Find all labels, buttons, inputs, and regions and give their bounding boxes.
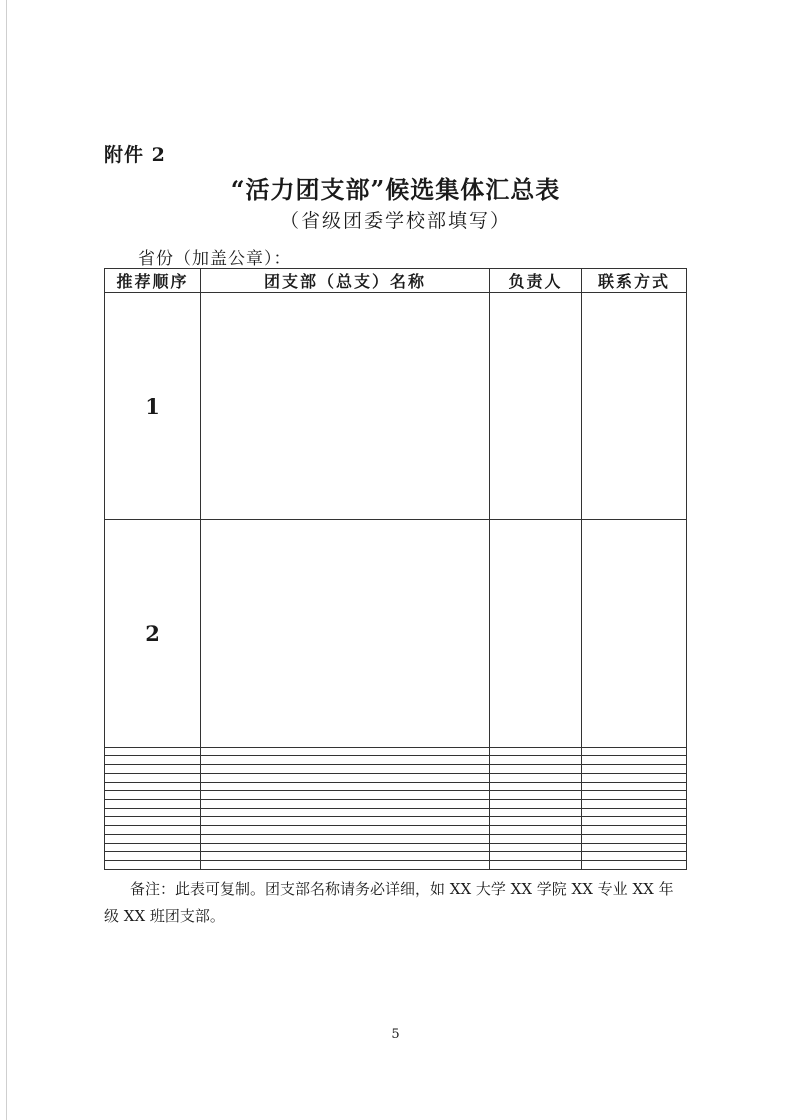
cell-branch-name: [201, 817, 490, 826]
cell-contact: [582, 826, 687, 835]
cell-order: [105, 800, 201, 809]
cell-leader: [490, 817, 582, 826]
table-row: [105, 520, 687, 747]
table-row: [105, 817, 687, 826]
cell-leader: [490, 782, 582, 791]
header-contact: 联系方式: [582, 269, 687, 293]
summary-table: [104, 268, 687, 870]
cell-branch-name: [201, 765, 490, 774]
table-header-row: [105, 269, 687, 293]
cell-contact: [582, 834, 687, 843]
attachment-label: 附件 2: [104, 144, 166, 166]
cell-contact: [582, 817, 687, 826]
header-branch-name: 团支部（总支）名称: [201, 269, 490, 293]
cell-branch-name: [201, 800, 490, 809]
cell-branch-name: [201, 843, 490, 852]
cell-branch-name: [201, 293, 490, 520]
cell-branch-name: [201, 791, 490, 800]
cell-order: [105, 808, 201, 817]
cell-leader: [490, 293, 582, 520]
cell-order: [105, 756, 201, 765]
cell-leader: [490, 826, 582, 835]
cell-order: [105, 826, 201, 835]
note-text: 备注：此表可复制。团支部名称请务必详细，如 XX 大学 XX 学院 XX 专业 XX 年级 XX 班团支部。: [104, 880, 674, 925]
table-row: [105, 782, 687, 791]
cell-order: [105, 782, 201, 791]
table-row: [105, 773, 687, 782]
cell-contact: [582, 747, 687, 756]
table-row: [105, 834, 687, 843]
cell-order: [105, 791, 201, 800]
table-row: [105, 808, 687, 817]
page-subtitle: （省级团委学校部填写）: [279, 210, 511, 232]
cell-leader: [490, 765, 582, 774]
cell-branch-name: [201, 826, 490, 835]
cell-order: [105, 861, 201, 870]
table-body: [105, 293, 687, 870]
cell-contact: [582, 808, 687, 817]
cell-contact: [582, 520, 687, 747]
page-edge: [6, 0, 7, 1120]
table-row: [105, 843, 687, 852]
cell-leader: [490, 520, 582, 747]
cell-order: [105, 852, 201, 861]
cell-order: 2: [105, 520, 201, 747]
table-row: [105, 826, 687, 835]
cell-leader: [490, 791, 582, 800]
header-leader: 负责人: [490, 269, 582, 293]
table-row: [105, 800, 687, 809]
cell-order: [105, 817, 201, 826]
table-row: [105, 293, 687, 520]
cell-contact: [582, 293, 687, 520]
cell-contact: [582, 782, 687, 791]
cell-branch-name: [201, 808, 490, 817]
cell-contact: [582, 791, 687, 800]
cell-contact: [582, 756, 687, 765]
table-row: [105, 791, 687, 800]
cell-branch-name: [201, 861, 490, 870]
cell-leader: [490, 834, 582, 843]
cell-order: [105, 834, 201, 843]
table-row: [105, 747, 687, 756]
cell-contact: [582, 765, 687, 774]
cell-contact: [582, 843, 687, 852]
page-title: “活力团支部”候选集体汇总表: [230, 175, 561, 204]
table-row: [105, 852, 687, 861]
cell-branch-name: [201, 834, 490, 843]
cell-branch-name: [201, 782, 490, 791]
cell-contact: [582, 861, 687, 870]
cell-leader: [490, 773, 582, 782]
page-number: 5: [391, 1027, 400, 1042]
cell-order: [105, 747, 201, 756]
cell-order: [105, 843, 201, 852]
cell-leader: [490, 852, 582, 861]
cell-leader: [490, 747, 582, 756]
cell-branch-name: [201, 747, 490, 756]
cell-order: [105, 773, 201, 782]
cell-leader: [490, 800, 582, 809]
province-label: 省份（加盖公章）：: [138, 249, 292, 269]
cell-leader: [490, 861, 582, 870]
table-row: [105, 861, 687, 870]
cell-branch-name: [201, 756, 490, 765]
cell-branch-name: [201, 773, 490, 782]
cell-branch-name: [201, 852, 490, 861]
cell-branch-name: [201, 520, 490, 747]
cell-leader: [490, 756, 582, 765]
table-row: [105, 756, 687, 765]
cell-contact: [582, 852, 687, 861]
header-order: 推荐顺序: [105, 269, 201, 293]
cell-leader: [490, 808, 582, 817]
cell-contact: [582, 773, 687, 782]
cell-order: [105, 765, 201, 774]
table-row: [105, 765, 687, 774]
cell-contact: [582, 800, 687, 809]
cell-order: 1: [105, 293, 201, 520]
cell-leader: [490, 843, 582, 852]
